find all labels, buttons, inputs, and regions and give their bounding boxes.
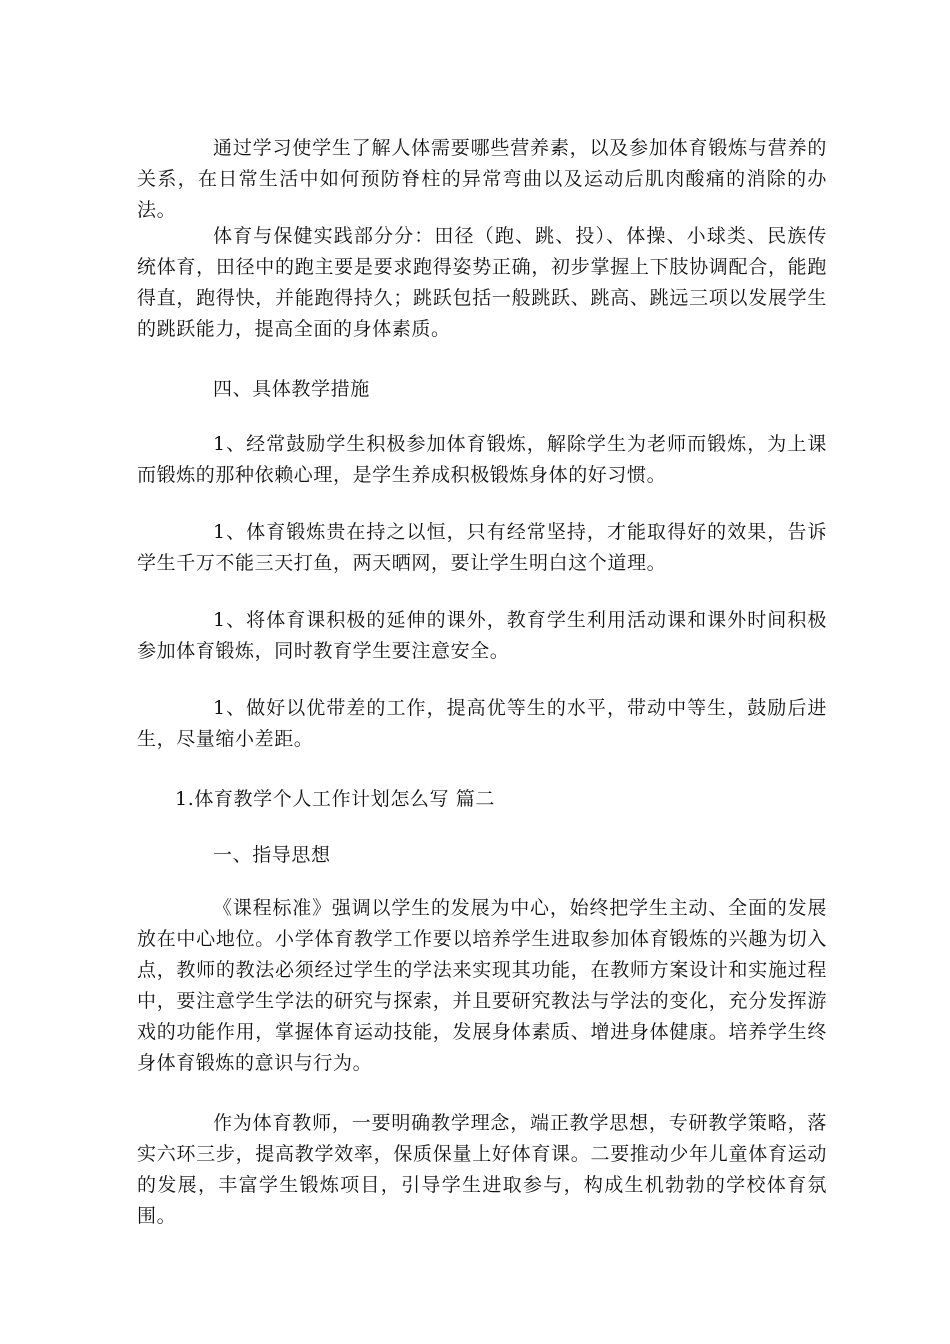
section-heading-teaching-measures: 四、具体教学措施 [213, 378, 370, 400]
list-item-measure-2: 1、体育锻炼贵在持之以恒，只有经常坚持，才能取得好的效果，告诉学生千万不能三天打鱼，两天晒网，要让学生明白这个道理。 [137, 521, 827, 574]
list-item-measure-4: 1、做好以优带差的工作，提高优等生的水平，带动中等生，鼓励后进生，尽量缩小差距。 [137, 697, 827, 750]
list-item-measure-3: 1、将体育课积极的延伸的课外，教育学生利用活动课和课外时间积极参加体育锻炼，同时教育学生要注意安全。 [137, 609, 827, 662]
list-item-measure-1: 1、经常鼓励学生积极参加体育锻炼，解除学生为老师而锻炼，为上课而锻炼的那种依赖心理，是学生养成积极锻炼身体的好习惯。 [137, 433, 827, 486]
paragraph-curriculum-standard: 《课程标准》强调以学生的发展为中心，始终把学生主动、全面的发展放在中心地位。小学体育教学工作要以培养学生进取参加体育锻炼的兴趣为切入点，教师的教法必须经过学生的学法来实现其功能，在教师方案设计和实施过程中，要注意学生学法的研究与探索，并且要研究教法与学法的变化，充分发挥游戏的功能作用，掌握体育运动技能，发展身体素质、增进身体健康。培养学生终身体育锻炼的意识与行为。 [137, 897, 827, 1074]
paragraph-nutrition: 通过学习使学生了解人体需要哪些营养素，以及参加体育锻炼与营养的关系，在日常生活中如何预防脊柱的异常弯曲以及运动后肌肉酸痛的消除的办法。 [137, 137, 827, 221]
paragraph-practice-content: 体育与保健实践部分分：田径（跑、跳、投）、体操、小球类、民族传统体育，田径中的跑主要是要求跑得姿势正确，初步掌握上下肢协调配合，能跑得直，跑得快，并能跑得持久；跳跃包括一般跳跃、跳高、跳远三项以发展学生的跳跃能力，提高全面的身体素质。 [137, 225, 827, 340]
article-title-part-two: 1.体育教学个人工作计划怎么写 篇二 [175, 788, 495, 810]
paragraph-teacher-role: 作为体育教师，一要明确教学理念，端正教学思想，专研教学策略，落实六环三步，提高教学效率，保质保量上好体育课。二要推动少年儿童体育运动的发展，丰富学生锻炼项目，引导学生进取参与，构成生机勃勃的学校体育氛围。 [137, 1112, 827, 1227]
section-heading-guiding-ideology: 一、指导思想 [213, 844, 331, 866]
